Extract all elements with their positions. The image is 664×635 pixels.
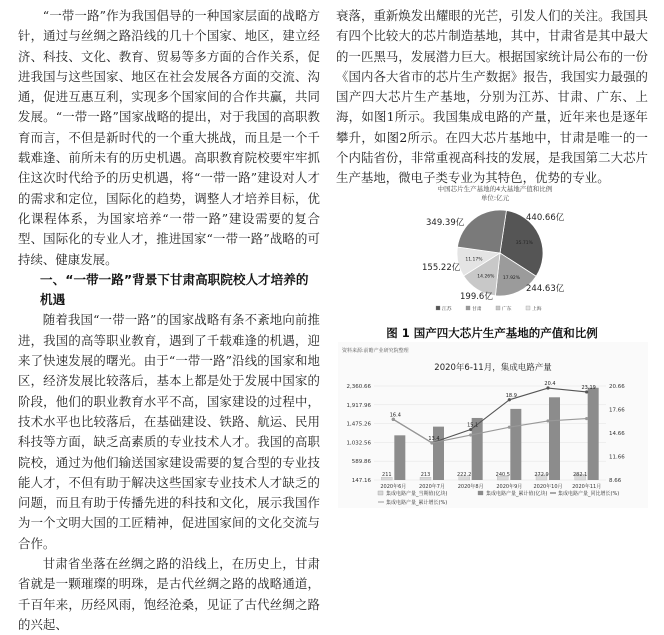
pie-percent-label: 11.17% xyxy=(465,257,483,263)
legend-swatch xyxy=(478,491,483,495)
y-left-tick: 2,360.66 xyxy=(346,384,371,390)
pie-value-label: 244.63亿 xyxy=(526,284,565,294)
body-paragraph-2: 随着我国“一带一路”的国家战略有条不紊地向前推进，我国的高等职业教育，遇到了千载难逢的机遇，迎来了快速发展的曙光。由于“一带一路”沿线的国家和地区，经济发展比较落后，基本上都是处于发展中国家的阶段，他们的职业教育水平不高，国家建设的过程中，技术水平也比较落后，在基础建设、铁路、航运、民用科技等方面，缺乏高素质的专业技术人才。我国的高职院校，通过为他们输送国家建设需要的复合型的专业技能人才，不但有助于解决这些国家专业技术人才缺乏的问题，而且有助于传播先进的科技和文化，展示我国作为一个文明大国的工匠精神，促进国家间的文化交流与合作。 xyxy=(18,312,320,551)
pie-value-label: 199.6亿 xyxy=(460,292,493,302)
line-value-label: 20.4 xyxy=(544,381,556,388)
bar-cumulative xyxy=(510,409,521,480)
y-left-tick: 147.16 xyxy=(351,478,371,484)
x-tick-label: 2020年11月 xyxy=(572,484,602,490)
pie-percent-label: 35.71% xyxy=(515,241,533,247)
line-point xyxy=(585,417,588,420)
y-left-tick: 1,917.96 xyxy=(346,402,371,409)
bar-value-label: 240.5 xyxy=(495,472,510,478)
y-left-tick: 589.86 xyxy=(351,459,371,466)
line-value-label: 18.9 xyxy=(505,392,517,399)
left-column xyxy=(18,6,320,635)
legend-swatch xyxy=(378,491,383,495)
line-value-label: 13.4 xyxy=(428,435,440,442)
y-right-tick: 8.66 xyxy=(609,478,622,484)
x-tick-label: 2020年10月 xyxy=(533,484,563,490)
y-left-tick: 1,032.56 xyxy=(346,440,371,447)
bar-value-label: 213 xyxy=(420,472,431,478)
bar-value-label: 282.1 xyxy=(573,472,588,478)
bar-cumulative xyxy=(394,435,405,480)
pie-title: 中国芯片生产基地的4大基地产值和比例 xyxy=(437,185,553,193)
line-value-label: 16.4 xyxy=(389,412,401,419)
pie-legend-label: 江苏 xyxy=(442,307,452,312)
line-point xyxy=(469,433,472,436)
figure-1 xyxy=(400,184,590,202)
bar-cumulative xyxy=(433,427,444,480)
section-heading: 一、“一带一路”背景下甘肃高职院校人才培养的机遇 xyxy=(40,271,309,308)
bar-value-label: 272.9 xyxy=(534,472,549,478)
bar-cumulative xyxy=(588,388,599,480)
line-value-label: 23.19 xyxy=(581,384,596,391)
x-tick-label: 2020年7月 xyxy=(419,484,445,490)
pie-percent-label: 14.26% xyxy=(477,274,495,280)
legend-label: 集成电路产量_累计值(亿块) xyxy=(486,491,548,497)
legend-label: 集成电路产量_当期值(亿块) xyxy=(386,491,448,497)
legend-label: 集成电路产量_同比增长(%) xyxy=(558,491,620,497)
line-value-label: 15.1 xyxy=(467,422,479,429)
legend-label: 集成电路产量_累计增长(%) xyxy=(386,500,448,506)
y-right-tick: 17.66 xyxy=(609,407,625,414)
right-column xyxy=(336,6,648,189)
pie-legend-swatch xyxy=(466,306,470,310)
x-tick-label: 2020年9月 xyxy=(496,484,523,490)
pie-value-label: 440.66亿 xyxy=(526,213,565,223)
bar-value-label: 222.2 xyxy=(457,472,472,478)
x-tick-label: 2020年8月 xyxy=(457,484,484,490)
chart-title: 2020年6-11月，集成电路产量 xyxy=(434,363,552,373)
figure-1-caption: 图 1 国产四大芯片生产基地的产值和比例 xyxy=(386,326,598,340)
chart-source: 资料来源:前瞻产业研究院整理 xyxy=(342,348,409,354)
y-right-tick: 14.66 xyxy=(609,431,625,437)
body-paragraph-continued: 衰落，重新焕发出耀眼的光芒，引发人们的关注。我国具有四个比较大的芯片制造基地，其中，甘肃省是其中最大的一匹黑马，发展潜力巨大。根据国家统计局公布的一份《国内各大省市的芯片生产数据》报告，我国实力最强的国产四大芯片生产基地，分别为江苏、甘肃、广东、上海，如图1所示。我国集成电路的产量，近年来也是逐年攀升，如图2所示。在四大芯片基地中，甘肃是唯一的一个内陆省份，非常重视高科技的发展，是我国第二大芯片生产基地，微电子类专业为其特色，优势的专业。 xyxy=(336,8,648,186)
body-paragraph-1: “一带一路”作为我国倡导的一种国家层面的战略方针，通过与丝绸之路沿线的几十个国家、地区，建立经济、科技、文化、教育、贸易等多方面的合作关系，促进我国与这些国家、地区在社会发展各方面的交流、沟通，促进互惠互利，实现多个国家间的合作共赢，共同发展。“一带一路”国家战略的提出，对于我国的高职教育而言，不但是新时代的一个重大挑战，而且是一个千载难逢、前所未有的历史机遇。高职教育院校要牢牢抓住这次时代给予的历史机遇，将“一带一路”建设对人才的需求和定位，国际化的趋势，调整人才培养目标，优化课程体系，为国家培养“一带一路”建设需要的复合型、国际化的专业人才，推进国家“一带一路”战略的可持续、健康发展。 xyxy=(18,8,320,267)
bar-value-label: 211 xyxy=(382,472,392,478)
pie-value-label: 155.22亿 xyxy=(422,263,461,273)
pie-chart xyxy=(400,203,600,323)
line-point xyxy=(508,426,511,429)
pie-legend-swatch xyxy=(436,306,440,310)
pie-legend-label: 甘肃 xyxy=(472,307,482,312)
pie-legend-swatch xyxy=(526,306,530,310)
bar-line-chart xyxy=(338,342,648,508)
body-paragraph-3: 甘肃省坐落在丝绸之路的沿线上，在历史上，甘肃省就是一颗璀璨的明珠，是古代丝绸之路的战略通道，千百年来，历经风雨，饱经沧桑，见证了古代丝绸之路的兴起、 xyxy=(18,556,320,632)
y-left-tick: 1,475.26 xyxy=(346,421,371,428)
x-tick-label: 2020年6月 xyxy=(380,484,407,490)
pie-legend-label: 广东 xyxy=(502,307,512,312)
pie-value-label: 349.39亿 xyxy=(426,218,465,228)
bar-cumulative xyxy=(549,397,560,480)
pie-legend-label: 上海 xyxy=(532,307,542,312)
pie-subtitle: 单位:亿元 xyxy=(480,194,510,202)
pie-legend-swatch xyxy=(496,306,500,310)
pie-percent-label: 17.92% xyxy=(502,276,521,282)
line-point xyxy=(546,419,549,422)
y-right-tick: 20.66 xyxy=(609,384,625,390)
y-right-tick: 11.66 xyxy=(609,454,625,461)
pie-slice-4 xyxy=(457,210,506,253)
